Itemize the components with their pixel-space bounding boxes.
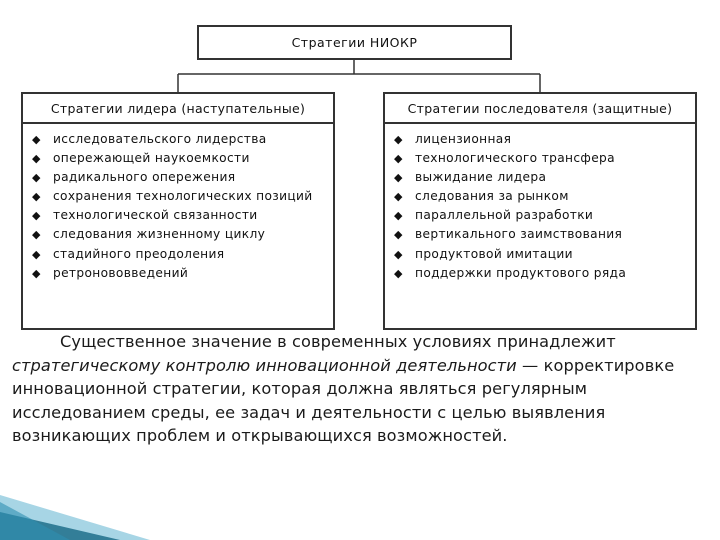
paragraph-lead: Существенное значение в современных условиях принадлежит	[60, 332, 616, 351]
follower-strategies-list	[383, 124, 697, 330]
list-item	[23, 225, 333, 244]
bullet-icon: ◆	[32, 133, 41, 146]
bullet-icon: ◆	[394, 133, 403, 146]
list-item	[23, 264, 333, 283]
paragraph-emphasis: стратегическому контролю инновационной деятельности	[12, 355, 517, 375]
paragraph-rest: — корректировке инновационной стратегии, которая должна являться регулярным исследованием среды, ее задач и деятельности с целью выявления возникающих проблем и открывающихся возможностей.	[12, 355, 675, 446]
list-item-text: поддержки продуктового ряда	[415, 265, 627, 280]
bullet-icon: ◆	[32, 209, 41, 223]
bullet-icon: ◆	[32, 266, 41, 280]
list-item-text: следования за рынком	[415, 189, 569, 204]
bullet-icon: ◆	[32, 190, 41, 204]
list-item-text: ретронововведений	[53, 265, 189, 280]
list-item	[23, 206, 333, 225]
body-paragraph	[12, 330, 712, 448]
root-node-label: Стратегии НИОКР	[291, 35, 418, 50]
bullet-icon: ◆	[394, 209, 403, 223]
bullet-icon: ◆	[32, 247, 41, 261]
leader-strategies-list	[21, 124, 335, 330]
list-item	[23, 168, 333, 187]
leader-title-text: Стратегии лидера (наступательные)	[50, 100, 306, 116]
list-item-text: продуктовой имитации	[415, 246, 573, 261]
list-item	[385, 187, 695, 206]
list-item	[385, 206, 695, 225]
list-item	[23, 187, 333, 206]
list-item	[385, 245, 695, 264]
list-item-text: лицензионная	[415, 132, 512, 146]
list-item	[23, 149, 333, 168]
leader-strategies-title	[21, 92, 335, 124]
list-item-text: параллельной разработки	[415, 208, 594, 223]
bullet-icon: ◆	[394, 247, 403, 261]
bullet-icon: ◆	[32, 171, 41, 185]
list-item-text: сохранения технологических позиций	[53, 189, 313, 204]
list-item	[385, 264, 695, 283]
list-item	[385, 149, 695, 168]
follower-strategies-node	[383, 92, 697, 330]
bullet-icon: ◆	[394, 266, 403, 280]
bullet-icon: ◆	[394, 152, 403, 166]
bullet-icon: ◆	[394, 171, 403, 185]
bullet-icon: ◆	[394, 190, 403, 204]
follower-title-text: Стратегии последователя (защитные)	[407, 100, 673, 116]
list-item	[385, 168, 695, 187]
list-item	[385, 225, 695, 244]
list-item	[23, 130, 333, 149]
bullet-icon: ◆	[32, 228, 41, 242]
list-item-text: стадийного преодоления	[53, 246, 225, 261]
list-item-text: вертикального заимствования	[415, 227, 623, 242]
list-item-text: выжидание лидера	[415, 170, 547, 185]
root-node	[197, 25, 512, 60]
list-item-text: исследовательского лидерства	[53, 132, 267, 146]
list-item	[385, 130, 695, 149]
list-item-text: опережающей наукоемкости	[53, 151, 250, 166]
bullet-icon: ◆	[32, 152, 41, 166]
list-item-text: технологического трансфера	[415, 151, 615, 166]
bullet-icon: ◆	[394, 228, 403, 242]
list-item-text: технологической связанности	[53, 208, 258, 223]
leader-strategies-node	[21, 92, 335, 330]
corner-decoration	[0, 450, 150, 540]
list-item-text: следования жизненному циклу	[53, 227, 266, 242]
list-item-text: радикального опережения	[53, 170, 236, 185]
follower-strategies-title	[383, 92, 697, 124]
list-item	[23, 245, 333, 264]
